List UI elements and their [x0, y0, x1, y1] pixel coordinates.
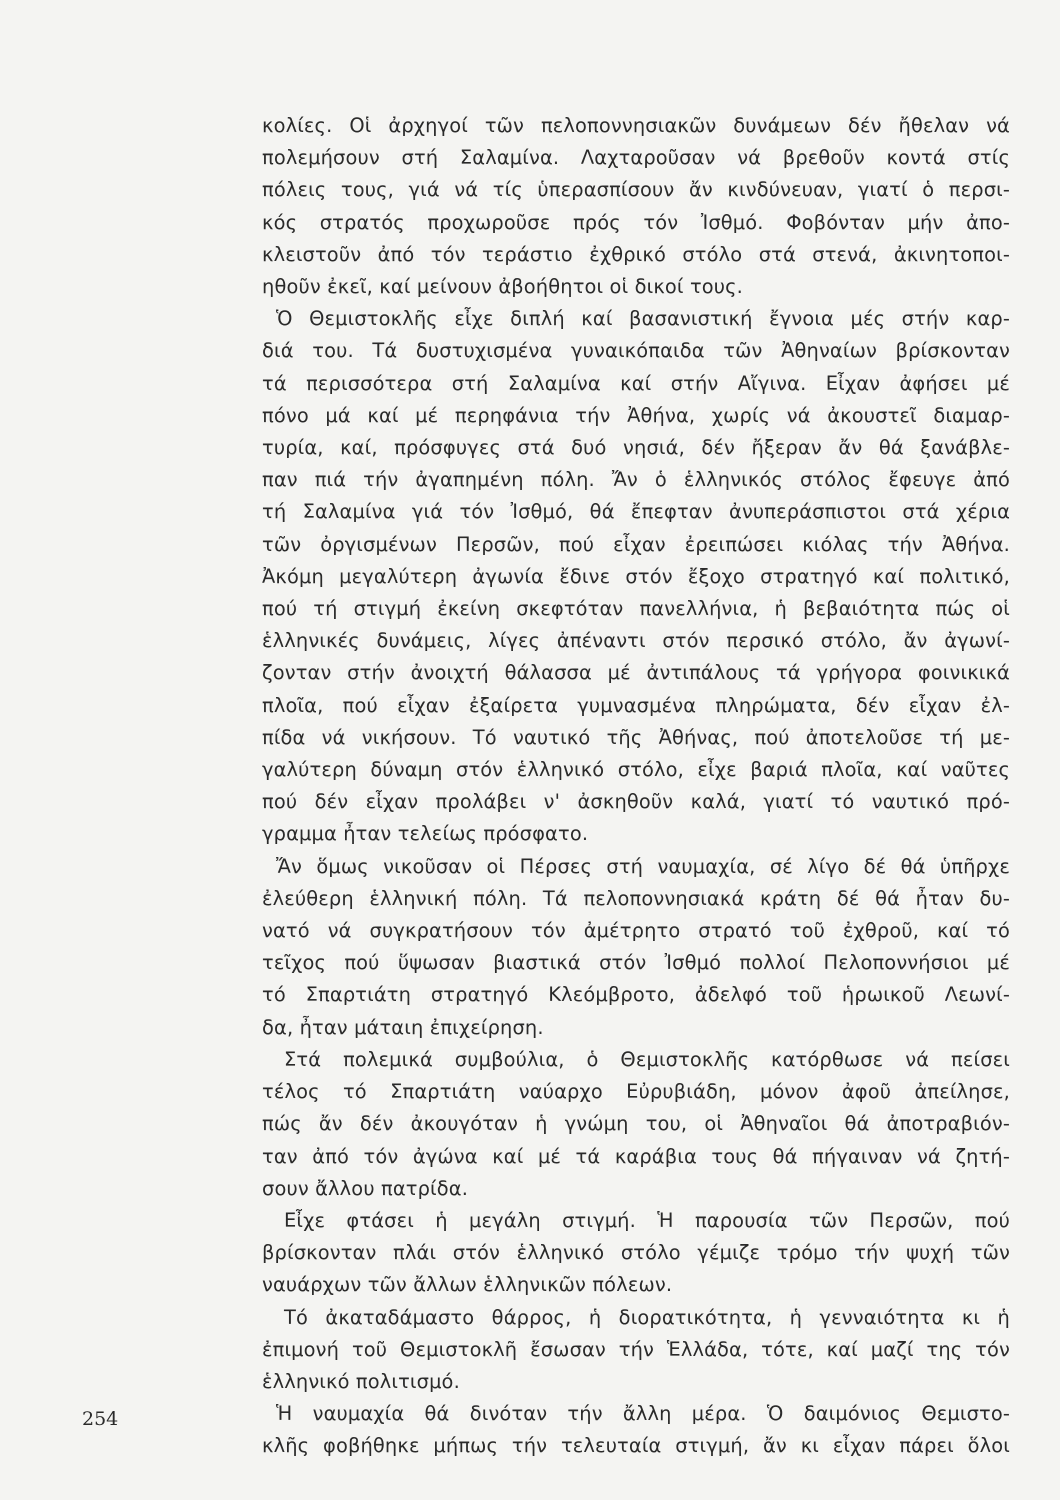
text-line: πίδα νά νικήσουν. Τό ναυτικό τῆς Ἀθήνας, πού ἀποτελοῦσε τή με-	[262, 725, 1010, 749]
text-line: ναυάρχων τῶν ἄλλων ἑλληνικῶν πόλεων.	[262, 1273, 673, 1297]
text-line: πού δέν εἶχαν προλάβει ν' ἀσκηθοῦν καλά, γιατί τό ναυτικό πρό-	[262, 790, 1010, 814]
text-line: ζονταν στήν ἀνοιχτή θάλασσα μέ ἀντιπάλους τά γρήγορα φοινικικά	[262, 661, 1010, 685]
text-line: Ἡ ναυμαχία θά δινόταν τήν ἄλλη μέρα. Ὁ δαιμόνιος Θεμιστο-	[276, 1402, 1010, 1426]
text-line: τό Σπαρτιάτη στρατηγό Κλεόμβροτο, ἀδελφό τοῦ ἡρωικοῦ Λεωνί-	[262, 983, 1010, 1007]
text-line: Τό ἀκαταδάμαστο θάρρος, ἡ διορατικότητα, ἡ γενναιότητα κι ἡ	[284, 1305, 1010, 1329]
text-line: τέλος τό Σπαρτιάτη ναύαρχο Εὐρυβιάδη, μόνον ἀφοῦ ἀπείλησε,	[262, 1080, 1010, 1104]
text-line: βρίσκονταν πλάι στόν ἑλληνικό στόλο γέμιζε τρόμο τήν ψυχή τῶν	[262, 1241, 1010, 1265]
text-line: ηθοῦν ἐκεῖ, καί μείνουν ἀβοήθητοι οἱ δικοί τους.	[262, 275, 743, 299]
text-line: πολεμήσουν στή Σαλαμίνα. Λαχταροῦσαν νά βρεθοῦν κοντά στίς	[262, 146, 1010, 170]
text-line: διά του. Τά δυστυχισμένα γυναικόπαιδα τῶν Ἀθηναίων βρίσκονταν	[262, 339, 1010, 363]
text-line: ἐπιμονή τοῦ Θεμιστοκλῆ ἔσωσαν τήν Ἑλλάδα, τότε, καί μαζί της τόν	[262, 1337, 1010, 1361]
text-line: κλειστοῦν ἀπό τόν τεράστιο ἐχθρικό στόλο στά στενά, ἀκινητοποι-	[262, 242, 1010, 266]
text-line: τυρία, καί, πρόσφυγες στά δυό νησιά, δέν ἤξεραν ἄν θά ξανάβλε-	[262, 436, 1010, 460]
text-line: πόλεις τους, γιά νά τίς ὑπερασπίσουν ἄν κινδύνευαν, γιατί ὁ περσι-	[262, 178, 1010, 202]
text-line: γαλύτερη δύναμη στόν ἑλληνικό στόλο, εἶχε βαριά πλοῖα, καί ναῦτες	[262, 758, 1010, 782]
text-line: ἑλληνικές δυνάμεις, λίγες ἀπέναντι στόν περσικό στόλο, ἄν ἀγωνί-	[262, 629, 1010, 653]
body-text	[262, 110, 1010, 1463]
page-number: 254	[82, 1408, 119, 1430]
text-line: κλῆς φοβήθηκε μήπως τήν τελευταία στιγμή, ἄν κι εἶχαν πάρει ὅλοι	[262, 1434, 1010, 1458]
text-line: πού τή στιγμή ἐκείνη σκεφτόταν πανελλήνια, ἡ βεβαιότητα πώς οἱ	[262, 597, 1010, 621]
text-line: νατό νά συγκρατήσουν τόν ἀμέτρητο στρατό τοῦ ἐχθροῦ, καί τό	[262, 919, 1010, 943]
text-line: Εἶχε φτάσει ἡ μεγάλη στιγμή. Ἡ παρουσία τῶν Περσῶν, πού	[284, 1208, 1010, 1232]
text-line: τή Σαλαμίνα γιά τόν Ἰσθμό, θά ἔπεφταν ἀνυπεράσπιστοι στά χέρια	[262, 500, 1010, 524]
text-line: δα, ἦταν μάταιη ἐπιχείρηση.	[262, 1015, 544, 1039]
text-line: παν πιά τήν ἀγαπημένη πόλη. Ἄν ὁ ἑλληνικός στόλος ἔφευγε ἀπό	[262, 468, 1010, 492]
text-line: γραμμα ἦταν τελείως πρόσφατο.	[262, 822, 589, 846]
text-line: ἑλληνικό πολιτισμό.	[262, 1369, 460, 1393]
text-line: Ὁ Θεμιστοκλῆς εἶχε διπλή καί βασανιστική ἔγνοια μές στήν καρ-	[276, 307, 1010, 331]
text-line: τά περισσότερα στή Σαλαμίνα καί στήν Αἴγινα. Εἶχαν ἀφήσει μέ	[262, 371, 1010, 395]
text-line: τῶν ὀργισμένων Περσῶν, πού εἶχαν ἐρειπώσει κιόλας τήν Ἀθήνα.	[262, 532, 1010, 556]
text-line: κολίες. Οἱ ἀρχηγοί τῶν πελοποννησιακῶν δυνάμεων δέν ἤθελαν νά	[262, 114, 1010, 137]
text-line: Ἄν ὅμως νικοῦσαν οἱ Πέρσες στή ναυμαχία, σέ λίγο δέ θά ὑπῆρχε	[276, 854, 1010, 878]
text-line: τεῖχος πού ὕψωσαν βιαστικά στόν Ἰσθμό πολλοί Πελοποννήσιοι μέ	[262, 951, 1010, 975]
text-line: κός στρατός προχωροῦσε πρός τόν Ἰσθμό. Φοβόνταν μήν ἀπο-	[262, 210, 1010, 234]
text-line: ἐλεύθερη ἑλληνική πόλη. Τά πελοποννησιακά κράτη δέ θά ἦταν δυ-	[262, 886, 1010, 910]
text-line: πώς ἄν δέν ἀκουγόταν ἡ γνώμη του, οἱ Ἀθηναῖοι θά ἀποτραβιόν-	[262, 1112, 1010, 1136]
text-line: σουν ἄλλου πατρίδα.	[262, 1176, 469, 1200]
text-line: πλοῖα, πού εἶχαν ἐξαίρετα γυμνασμένα πληρώματα, δέν εἶχαν ἐλ-	[262, 693, 1010, 717]
text-line: ταν ἀπό τόν ἀγώνα καί μέ τά καράβια τους θά πήγαιναν νά ζητή-	[262, 1144, 1010, 1168]
text-line: Στά πολεμικά συμβούλια, ὁ Θεμιστοκλῆς κατόρθωσε νά πείσει	[284, 1047, 1010, 1071]
text-line: πόνο μά καί μέ περηφάνια τήν Ἀθήνα, χωρίς νά ἀκουστεῖ διαμαρ-	[262, 403, 1010, 427]
text-line: Ἀκόμη μεγαλύτερη ἀγωνία ἔδινε στόν ἔξοχο στρατηγό καί πολιτικό,	[262, 564, 1010, 588]
